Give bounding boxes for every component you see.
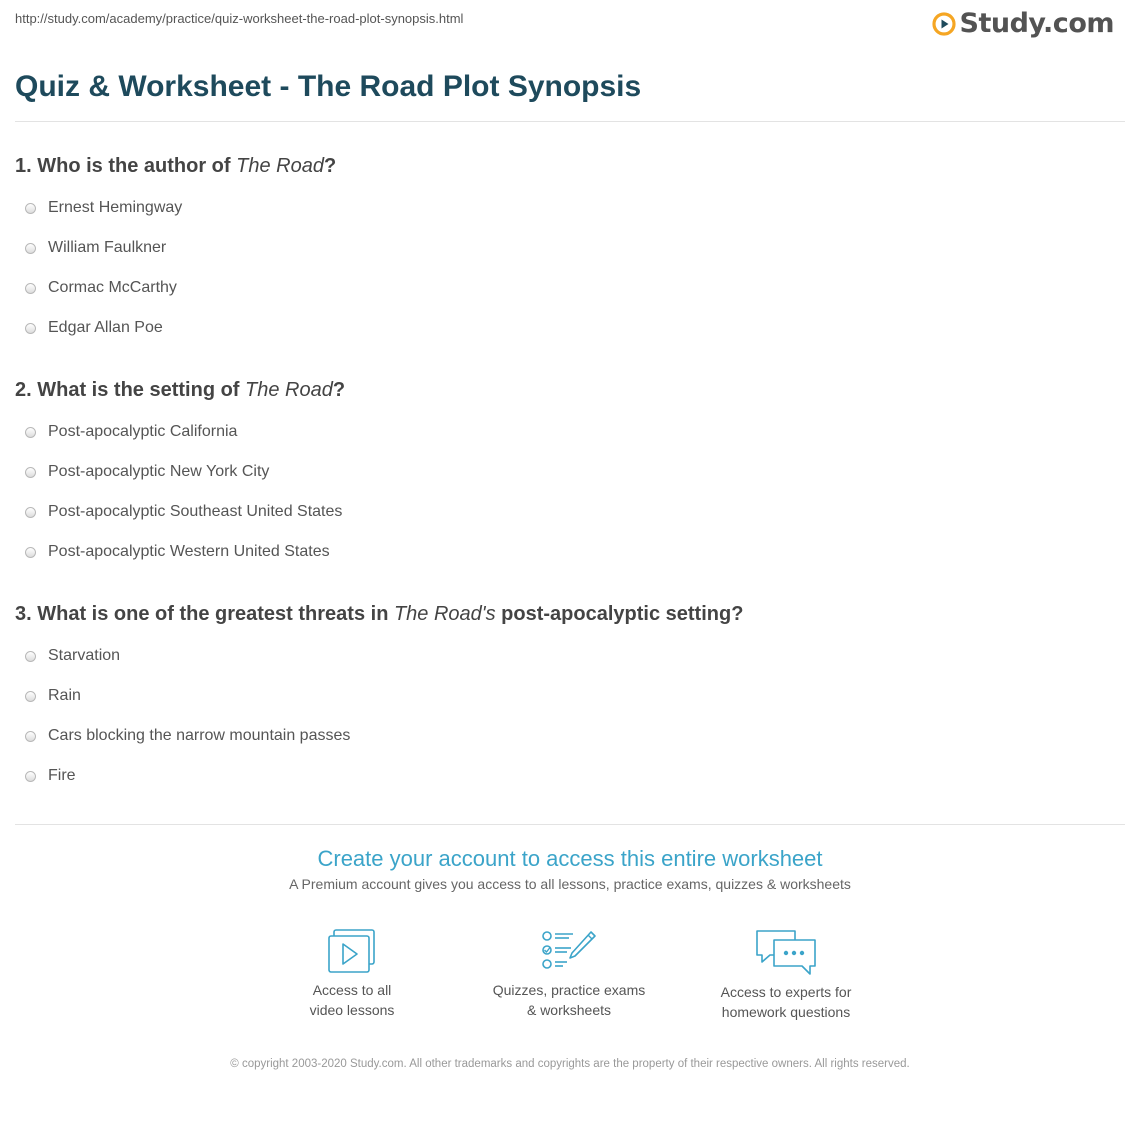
radio-button[interactable]: [25, 651, 36, 662]
question-number: 1.: [15, 155, 32, 177]
play-circle-icon: [932, 12, 956, 36]
feature-label-line: Quizzes, practice exams: [492, 982, 646, 998]
answer-label: Starvation: [48, 647, 121, 664]
feature-video-lessons: [242, 928, 462, 1020]
radio-button[interactable]: [25, 283, 36, 294]
cta-divider: [15, 824, 1125, 825]
answer-option[interactable]: [25, 765, 76, 787]
study-logo[interactable]: [932, 8, 1114, 39]
question-text: What is the setting of: [37, 379, 246, 401]
page-url: http://study.com/academy/practice/quiz-worksheet-the-road-plot-synopsis.html: [15, 11, 464, 26]
question-text-end: ?: [323, 155, 337, 177]
answer-option[interactable]: [25, 461, 269, 483]
answer-option[interactable]: [25, 541, 330, 563]
question-text-end: ?: [332, 379, 346, 401]
answer-label: Fire: [48, 767, 76, 784]
answer-option[interactable]: [25, 725, 350, 747]
answer-option[interactable]: [25, 277, 177, 299]
question-text-end: post-apocalyptic setting?: [495, 603, 744, 625]
question-italic: The Road's: [393, 603, 496, 625]
radio-button[interactable]: [25, 547, 36, 558]
answer-label: Post-apocalyptic Western United States: [48, 543, 330, 560]
radio-button[interactable]: [25, 731, 36, 742]
question-3: [15, 603, 743, 626]
question-number: 3.: [15, 603, 32, 625]
feature-label-line: homework questions: [721, 1004, 851, 1020]
feature-experts: [676, 928, 896, 1022]
chat-bubbles-icon: [754, 928, 818, 976]
question-italic: The Road: [245, 379, 333, 401]
answer-label: William Faulkner: [48, 239, 167, 256]
radio-button[interactable]: [25, 507, 36, 518]
page-title: Quiz & Worksheet - The Road Plot Synopsis: [15, 70, 642, 103]
create-account-link[interactable]: Create your account to access this entire worksheet: [317, 846, 823, 871]
cta-subtitle: A Premium account gives you access to all lessons, practice exams, quizzes & worksheets: [289, 876, 851, 892]
answer-label: Ernest Hemingway: [48, 199, 183, 216]
feature-label-line: Access to all: [312, 982, 392, 998]
radio-button[interactable]: [25, 691, 36, 702]
radio-button[interactable]: [25, 467, 36, 478]
answer-label: Post-apocalyptic California: [48, 423, 238, 440]
answer-label: Cars blocking the narrow mountain passes: [48, 727, 351, 744]
answer-option[interactable]: [25, 197, 182, 219]
title-divider: [15, 121, 1125, 122]
feature-label-line: & worksheets: [526, 1002, 612, 1018]
question-1: [15, 155, 336, 178]
question-2: [15, 379, 345, 402]
answer-label: Edgar Allan Poe: [48, 319, 163, 336]
feature-quizzes: [459, 928, 679, 1020]
question-number: 2.: [15, 379, 32, 401]
question-text: Who is the author of: [37, 155, 237, 177]
answer-option[interactable]: [25, 237, 166, 259]
answer-label: Post-apocalyptic Southeast United States: [48, 503, 343, 520]
logo-text: Study.com: [959, 8, 1114, 39]
copyright-text: © copyright 2003-2020 Study.com. All other trademarks and copyrights are the property of their respective owners. All rights reserved.: [230, 1058, 910, 1070]
answer-option[interactable]: [25, 685, 81, 707]
radio-button[interactable]: [25, 203, 36, 214]
answer-option[interactable]: [25, 501, 342, 523]
radio-button[interactable]: [25, 243, 36, 254]
quiz-checklist-icon: [541, 928, 597, 974]
radio-button[interactable]: [25, 427, 36, 438]
answer-option[interactable]: [25, 421, 237, 443]
answer-label: Rain: [48, 687, 81, 704]
answer-label: Post-apocalyptic New York City: [48, 463, 270, 480]
answer-option[interactable]: [25, 645, 120, 667]
radio-button[interactable]: [25, 323, 36, 334]
feature-label-line: video lessons: [309, 1002, 395, 1018]
question-text: What is one of the greatest threats in: [37, 603, 394, 625]
video-lessons-icon: [326, 928, 378, 974]
answer-label: Cormac McCarthy: [48, 279, 177, 296]
question-italic: The Road: [236, 155, 324, 177]
answer-option[interactable]: [25, 317, 163, 339]
feature-label-line: Access to experts for: [720, 984, 852, 1000]
radio-button[interactable]: [25, 771, 36, 782]
